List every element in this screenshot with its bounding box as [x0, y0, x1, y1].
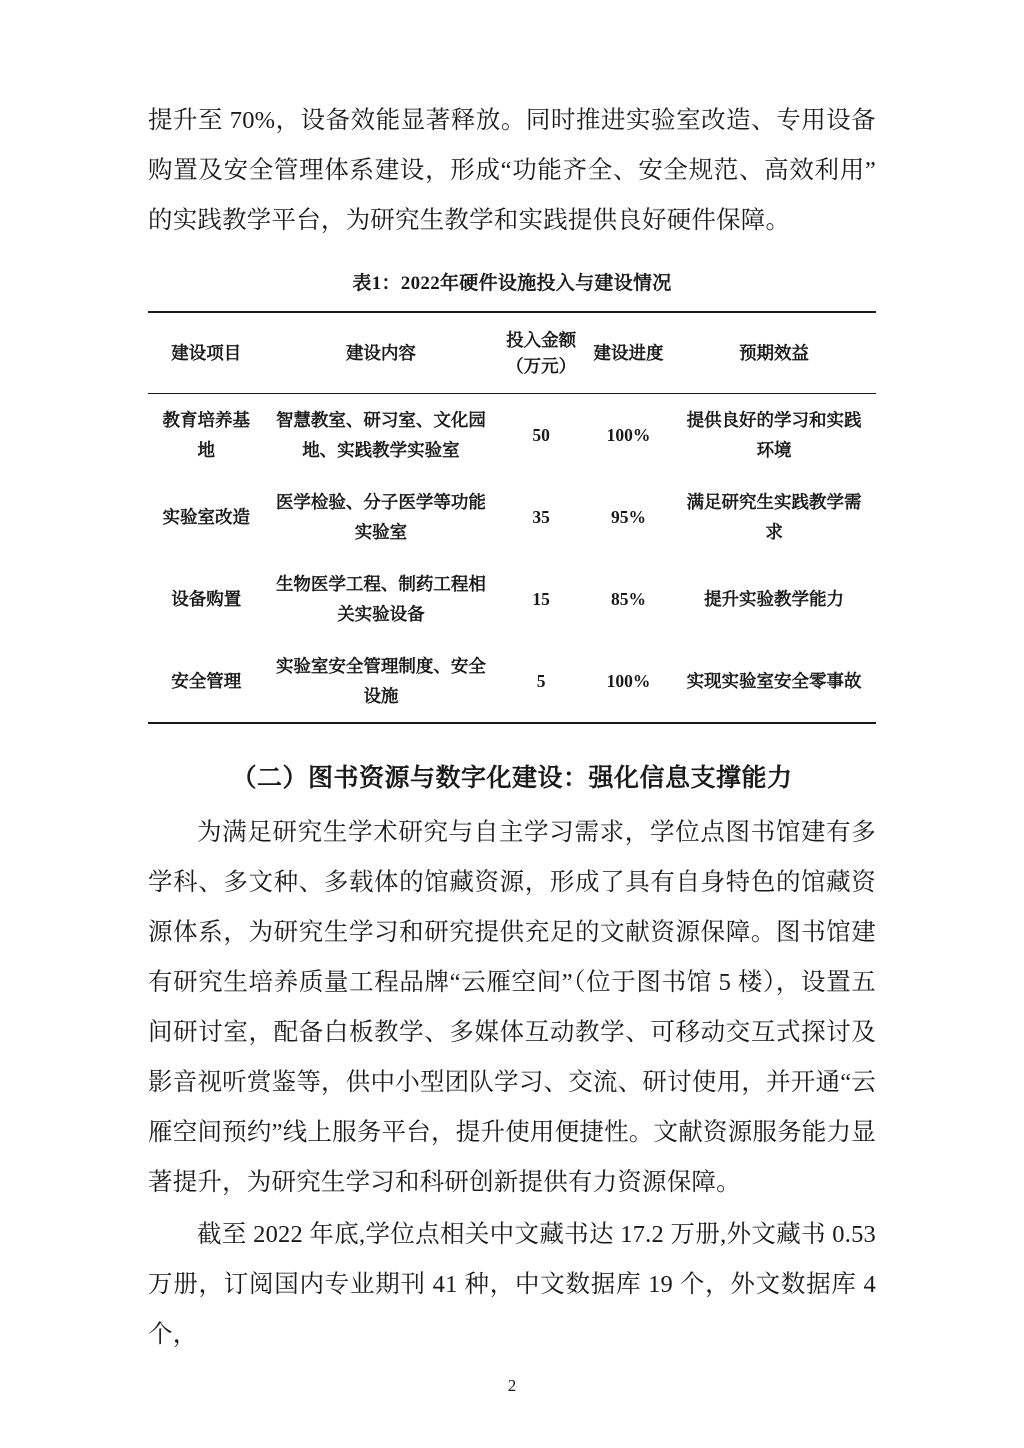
section-heading: （二）图书资源与数字化建设：强化信息支撑能力: [231, 765, 793, 792]
cell-content: 实验室安全管理制度、安全设施: [264, 640, 497, 723]
cell-progress: 85%: [610, 589, 646, 609]
cell-progress: 100%: [606, 425, 651, 445]
column-header-amount: 投入金额（万元）: [497, 312, 584, 394]
page-number: 2: [507, 1376, 517, 1395]
table-header-row: [148, 312, 876, 394]
paragraph-bottom-1: 为满足研究生学术研究与自主学习需求，学位点图书馆建有多学科、多文种、多载体的馆藏资源，形成了具有自身特色的馆藏资源体系，为研究生学习和研究提供充足的文献资源保障。图书馆建有研究生培养质量工程品牌“云雁空间”（位于图书馆 5 楼），设置五间研讨室，配备白板教学、多媒体互动教学、可移动交互式探讨及影音视听赏鉴等，供中小型团队学习、交流、研讨使用，并开通“云雁空间预约”线上服务平台，提升使用便捷性。文献资源服务能力显著提升，为研究生学习和科研创新提供有力资源保障。: [148, 819, 876, 1196]
table-caption: 表1：2022年硬件设施投入与建设情况: [352, 273, 672, 294]
cell-project: 实验室改造: [162, 507, 250, 527]
cell-amount: 50: [532, 425, 550, 445]
table-row: [148, 394, 876, 477]
table-row: [148, 558, 876, 640]
column-header-progress: 建设进度: [585, 312, 672, 394]
cell-project: 教育培养基地: [162, 410, 250, 460]
cell-content: 智慧教室、研习室、文化园地、实践教学实验室: [275, 410, 486, 460]
cell-content: 生物医学工程、制药工程相关实验设备: [275, 574, 486, 624]
cell-amount: 15: [532, 589, 550, 609]
column-header-benefit: 预期效益: [672, 312, 876, 394]
column-header-content: 建设内容: [264, 312, 497, 394]
cell-amount: 5: [497, 640, 584, 723]
column-header-project: 建设项目: [148, 312, 264, 394]
cell-benefit: 提升实验教学能力: [704, 589, 845, 609]
cell-project: 安全管理: [148, 640, 264, 723]
cell-progress: 95%: [610, 507, 646, 527]
cell-benefit: 实现实验室安全零事故: [672, 640, 876, 723]
cell-benefit: 满足研究生实践教学需求: [686, 492, 862, 542]
table-row: [148, 476, 876, 558]
cell-benefit: 提供良好的学习和实践环境: [686, 410, 862, 460]
table-row: [148, 640, 876, 723]
cell-project: 设备购置: [171, 589, 242, 609]
cell-progress: 100%: [585, 640, 672, 723]
cell-amount: 35: [532, 507, 550, 527]
paragraph-bottom-2: 截至 2022 年底,学位点相关中文藏书达 17.2 万册,外文藏书 0.53 万册，订阅国内专业期刊 41 种，中文数据库 19 个，外文数据库 4 个，: [148, 1221, 876, 1348]
cell-content: 医学检验、分子医学等功能实验室: [275, 492, 486, 542]
paragraph-top-1: 提升至 70%，设备效能显著释放。同时推进实验室改造、专用设备购置及安全管理体系建设，形成“功能齐全、安全规范、高效利用”的实践教学平台，为研究生教学和实践提供良好硬件保障。: [148, 107, 876, 234]
hardware-investment-table: [148, 311, 876, 724]
